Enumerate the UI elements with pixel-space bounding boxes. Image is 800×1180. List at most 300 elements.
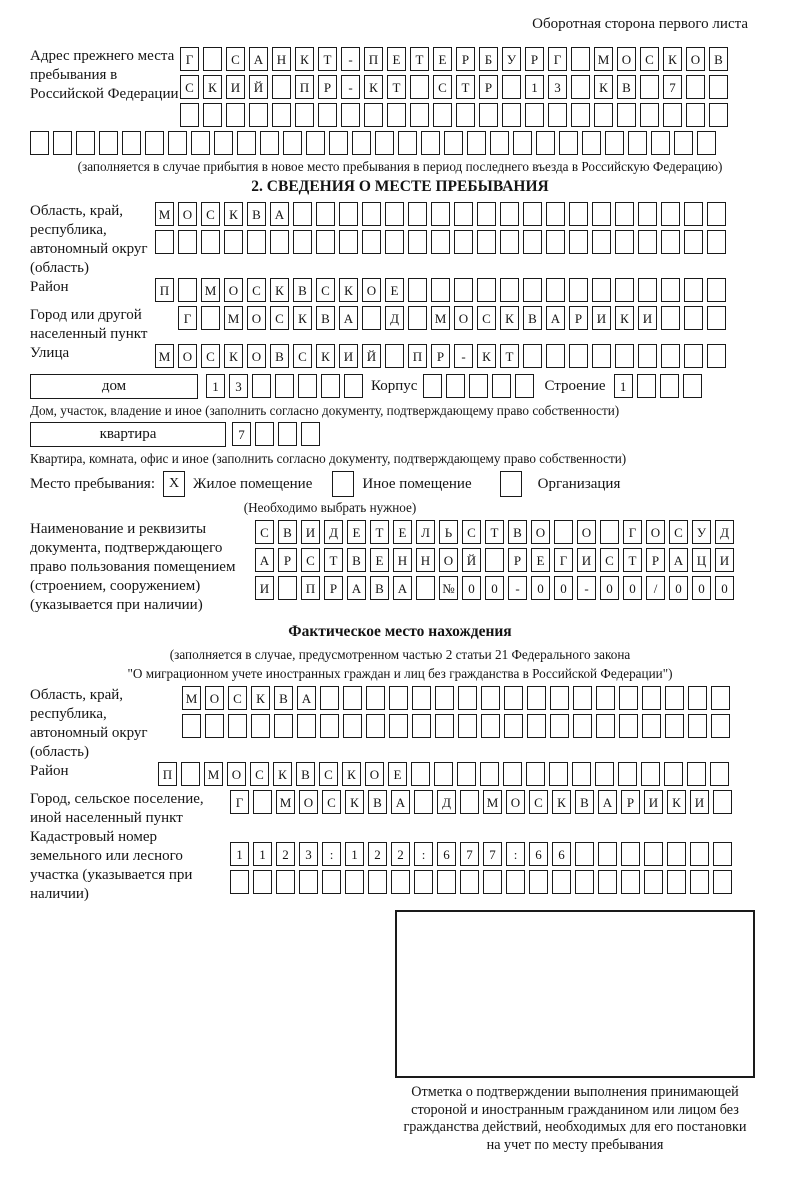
char-cell[interactable] — [458, 686, 477, 710]
char-cell[interactable]: Р — [278, 548, 297, 572]
char-cell[interactable] — [651, 131, 670, 155]
char-cell[interactable]: Д — [385, 306, 404, 330]
char-cell[interactable] — [411, 762, 430, 786]
char-cell[interactable] — [270, 230, 289, 254]
char-cell[interactable]: 3 — [229, 374, 248, 398]
char-cell[interactable]: В — [293, 278, 312, 302]
char-cell[interactable] — [690, 870, 709, 894]
char-cell[interactable] — [364, 103, 383, 127]
char-cell[interactable]: С — [250, 762, 269, 786]
char-cell[interactable]: О — [686, 47, 705, 71]
char-cell[interactable]: Р — [646, 548, 665, 572]
char-cell[interactable]: 1 — [230, 842, 249, 866]
char-cell[interactable] — [456, 103, 475, 127]
char-cell[interactable]: В — [296, 762, 315, 786]
char-cell[interactable]: А — [249, 47, 268, 71]
char-cell[interactable]: В — [316, 306, 335, 330]
char-cell[interactable] — [362, 202, 381, 226]
char-cell[interactable] — [711, 686, 730, 710]
char-cell[interactable]: Й — [249, 75, 268, 99]
char-cell[interactable] — [322, 870, 341, 894]
char-cell[interactable]: И — [339, 344, 358, 368]
char-cell[interactable] — [408, 230, 427, 254]
char-cell[interactable] — [446, 374, 465, 398]
char-cell[interactable] — [320, 686, 339, 710]
char-cell[interactable]: С — [316, 278, 335, 302]
char-cell[interactable] — [523, 278, 542, 302]
char-cell[interactable]: К — [251, 686, 270, 710]
char-cell[interactable] — [500, 202, 519, 226]
char-cell[interactable] — [480, 762, 499, 786]
char-cell[interactable] — [644, 870, 663, 894]
char-cell[interactable] — [251, 714, 270, 738]
char-cell[interactable] — [362, 306, 381, 330]
char-cell[interactable] — [214, 131, 233, 155]
char-cell[interactable] — [504, 714, 523, 738]
char-cell[interactable]: А — [270, 202, 289, 226]
char-cell[interactable] — [301, 422, 320, 446]
char-cell[interactable]: О — [362, 278, 381, 302]
char-cell[interactable] — [697, 131, 716, 155]
char-cell[interactable] — [661, 230, 680, 254]
char-cell[interactable] — [318, 103, 337, 127]
char-cell[interactable] — [684, 278, 703, 302]
char-cell[interactable]: К — [663, 47, 682, 71]
char-cell[interactable]: В — [575, 790, 594, 814]
char-cell[interactable]: Р — [508, 548, 527, 572]
char-cell[interactable]: В — [370, 576, 389, 600]
char-cell[interactable]: 2 — [276, 842, 295, 866]
char-cell[interactable] — [283, 131, 302, 155]
char-cell[interactable] — [571, 47, 590, 71]
char-cell[interactable]: С — [201, 344, 220, 368]
char-cell[interactable] — [316, 202, 335, 226]
char-cell[interactable] — [385, 202, 404, 226]
char-cell[interactable] — [485, 548, 504, 572]
char-cell[interactable] — [30, 131, 49, 155]
char-cell[interactable] — [454, 278, 473, 302]
char-cell[interactable]: 0 — [485, 576, 504, 600]
char-cell[interactable] — [408, 202, 427, 226]
char-cell[interactable]: С — [669, 520, 688, 544]
char-cell[interactable]: О — [617, 47, 636, 71]
char-cell[interactable] — [687, 762, 706, 786]
char-cell[interactable]: 1 — [206, 374, 225, 398]
char-cell[interactable]: Е — [385, 278, 404, 302]
char-cell[interactable]: К — [293, 306, 312, 330]
char-cell[interactable]: : — [414, 842, 433, 866]
char-cell[interactable] — [615, 230, 634, 254]
char-cell[interactable] — [550, 714, 569, 738]
char-cell[interactable]: К — [224, 202, 243, 226]
char-cell[interactable] — [707, 306, 726, 330]
char-cell[interactable] — [684, 306, 703, 330]
char-cell[interactable] — [352, 131, 371, 155]
char-cell[interactable] — [203, 47, 222, 71]
char-cell[interactable] — [661, 202, 680, 226]
char-cell[interactable] — [503, 762, 522, 786]
char-cell[interactable] — [628, 131, 647, 155]
char-cell[interactable]: О — [299, 790, 318, 814]
char-cell[interactable]: Е — [433, 47, 452, 71]
char-cell[interactable] — [191, 131, 210, 155]
char-cell[interactable]: С — [180, 75, 199, 99]
char-cell[interactable]: Р — [525, 47, 544, 71]
char-cell[interactable]: О — [247, 306, 266, 330]
char-cell[interactable]: П — [295, 75, 314, 99]
char-cell[interactable] — [481, 714, 500, 738]
char-cell[interactable]: 0 — [623, 576, 642, 600]
char-cell[interactable] — [297, 714, 316, 738]
char-cell[interactable] — [536, 131, 555, 155]
char-cell[interactable]: Е — [387, 47, 406, 71]
char-cell[interactable] — [122, 131, 141, 155]
char-cell[interactable]: В — [709, 47, 728, 71]
char-cell[interactable]: С — [640, 47, 659, 71]
char-cell[interactable] — [416, 576, 435, 600]
char-cell[interactable] — [329, 131, 348, 155]
char-cell[interactable] — [713, 870, 732, 894]
char-cell[interactable] — [711, 714, 730, 738]
char-cell[interactable] — [660, 374, 679, 398]
char-cell[interactable]: О — [178, 202, 197, 226]
char-cell[interactable] — [709, 103, 728, 127]
char-cell[interactable]: С — [462, 520, 481, 544]
char-cell[interactable] — [684, 230, 703, 254]
char-cell[interactable] — [513, 131, 532, 155]
char-cell[interactable] — [621, 870, 640, 894]
char-cell[interactable]: 0 — [600, 576, 619, 600]
char-cell[interactable] — [709, 75, 728, 99]
char-cell[interactable]: С — [293, 344, 312, 368]
char-cell[interactable] — [619, 686, 638, 710]
char-cell[interactable] — [155, 230, 174, 254]
char-cell[interactable] — [667, 870, 686, 894]
char-cell[interactable]: 3 — [548, 75, 567, 99]
char-cell[interactable] — [226, 103, 245, 127]
char-cell[interactable] — [600, 520, 619, 544]
char-cell[interactable]: О — [205, 686, 224, 710]
char-cell[interactable]: К — [342, 762, 361, 786]
char-cell[interactable] — [275, 374, 294, 398]
char-cell[interactable]: Д — [715, 520, 734, 544]
char-cell[interactable] — [203, 103, 222, 127]
char-cell[interactable] — [255, 422, 274, 446]
char-cell[interactable] — [293, 230, 312, 254]
char-cell[interactable] — [642, 714, 661, 738]
char-cell[interactable] — [345, 870, 364, 894]
char-cell[interactable] — [661, 278, 680, 302]
char-cell[interactable] — [598, 870, 617, 894]
char-cell[interactable]: 1 — [253, 842, 272, 866]
char-cell[interactable] — [596, 686, 615, 710]
char-cell[interactable]: И — [301, 520, 320, 544]
char-cell[interactable] — [663, 103, 682, 127]
char-cell[interactable] — [230, 870, 249, 894]
char-cell[interactable] — [527, 714, 546, 738]
char-cell[interactable] — [548, 103, 567, 127]
char-cell[interactable] — [707, 202, 726, 226]
char-cell[interactable]: К — [316, 344, 335, 368]
char-cell[interactable]: 0 — [531, 576, 550, 600]
char-cell[interactable]: И — [577, 548, 596, 572]
char-cell[interactable]: М — [594, 47, 613, 71]
char-cell[interactable] — [500, 278, 519, 302]
char-cell[interactable] — [592, 202, 611, 226]
char-cell[interactable] — [477, 230, 496, 254]
char-cell[interactable] — [272, 103, 291, 127]
char-cell[interactable] — [387, 103, 406, 127]
char-cell[interactable] — [615, 202, 634, 226]
char-cell[interactable]: К — [500, 306, 519, 330]
char-cell[interactable] — [515, 374, 534, 398]
char-cell[interactable]: И — [226, 75, 245, 99]
char-cell[interactable]: Р — [621, 790, 640, 814]
char-cell[interactable]: 1 — [525, 75, 544, 99]
char-cell[interactable] — [575, 870, 594, 894]
char-cell[interactable] — [298, 374, 317, 398]
checkbox-organization[interactable] — [500, 471, 522, 497]
char-cell[interactable]: 0 — [669, 576, 688, 600]
char-cell[interactable] — [683, 374, 702, 398]
char-cell[interactable]: О — [224, 278, 243, 302]
char-cell[interactable]: Р — [456, 47, 475, 71]
char-cell[interactable] — [571, 103, 590, 127]
char-cell[interactable] — [477, 202, 496, 226]
char-cell[interactable]: К — [270, 278, 289, 302]
char-cell[interactable] — [684, 202, 703, 226]
char-cell[interactable]: Т — [318, 47, 337, 71]
char-cell[interactable]: П — [158, 762, 177, 786]
char-cell[interactable] — [592, 278, 611, 302]
char-cell[interactable] — [592, 230, 611, 254]
char-cell[interactable] — [644, 842, 663, 866]
char-cell[interactable] — [398, 131, 417, 155]
char-cell[interactable]: П — [364, 47, 383, 71]
char-cell[interactable]: О — [646, 520, 665, 544]
char-cell[interactable] — [552, 870, 571, 894]
char-cell[interactable] — [295, 103, 314, 127]
char-cell[interactable] — [621, 842, 640, 866]
char-cell[interactable]: 0 — [692, 576, 711, 600]
char-cell[interactable]: В — [278, 520, 297, 544]
char-cell[interactable] — [431, 202, 450, 226]
char-cell[interactable] — [707, 278, 726, 302]
char-cell[interactable]: О — [178, 344, 197, 368]
char-cell[interactable] — [180, 103, 199, 127]
char-cell[interactable] — [549, 762, 568, 786]
char-cell[interactable] — [454, 230, 473, 254]
char-cell[interactable]: И — [715, 548, 734, 572]
char-cell[interactable] — [573, 714, 592, 738]
char-cell[interactable]: А — [347, 576, 366, 600]
char-cell[interactable] — [410, 75, 429, 99]
char-cell[interactable]: У — [692, 520, 711, 544]
char-cell[interactable] — [433, 103, 452, 127]
char-cell[interactable]: В — [368, 790, 387, 814]
char-cell[interactable] — [575, 842, 594, 866]
char-cell[interactable] — [252, 374, 271, 398]
char-cell[interactable]: 1 — [614, 374, 633, 398]
char-cell[interactable] — [253, 790, 272, 814]
char-cell[interactable] — [707, 344, 726, 368]
char-cell[interactable]: А — [255, 548, 274, 572]
char-cell[interactable] — [502, 103, 521, 127]
char-cell[interactable] — [181, 762, 200, 786]
char-cell[interactable]: Н — [393, 548, 412, 572]
char-cell[interactable] — [272, 75, 291, 99]
char-cell[interactable] — [637, 374, 656, 398]
char-cell[interactable] — [437, 870, 456, 894]
char-cell[interactable] — [414, 790, 433, 814]
char-cell[interactable] — [546, 344, 565, 368]
char-cell[interactable] — [638, 230, 657, 254]
char-cell[interactable] — [504, 686, 523, 710]
char-cell[interactable] — [278, 576, 297, 600]
char-cell[interactable]: Т — [623, 548, 642, 572]
char-cell[interactable]: С — [477, 306, 496, 330]
char-cell[interactable]: В — [347, 548, 366, 572]
char-cell[interactable] — [389, 714, 408, 738]
char-cell[interactable] — [529, 870, 548, 894]
char-cell[interactable] — [435, 686, 454, 710]
char-cell[interactable] — [502, 75, 521, 99]
char-cell[interactable]: С — [301, 548, 320, 572]
char-cell[interactable] — [168, 131, 187, 155]
char-cell[interactable]: О — [439, 548, 458, 572]
char-cell[interactable] — [674, 131, 693, 155]
char-cell[interactable]: С — [433, 75, 452, 99]
char-cell[interactable]: - — [577, 576, 596, 600]
char-cell[interactable]: Л — [416, 520, 435, 544]
char-cell[interactable]: С — [247, 278, 266, 302]
char-cell[interactable] — [278, 422, 297, 446]
char-cell[interactable] — [344, 374, 363, 398]
char-cell[interactable] — [688, 714, 707, 738]
char-cell[interactable]: О — [227, 762, 246, 786]
char-cell[interactable] — [178, 278, 197, 302]
char-cell[interactable] — [368, 870, 387, 894]
char-cell[interactable] — [638, 202, 657, 226]
char-cell[interactable]: Е — [531, 548, 550, 572]
char-cell[interactable] — [554, 520, 573, 544]
char-cell[interactable]: 2 — [391, 842, 410, 866]
char-cell[interactable] — [594, 103, 613, 127]
char-cell[interactable]: М — [201, 278, 220, 302]
char-cell[interactable] — [454, 202, 473, 226]
char-cell[interactable] — [638, 344, 657, 368]
char-cell[interactable]: А — [391, 790, 410, 814]
char-cell[interactable]: С — [201, 202, 220, 226]
char-cell[interactable]: 7 — [663, 75, 682, 99]
char-cell[interactable]: С — [226, 47, 245, 71]
char-cell[interactable]: : — [506, 842, 525, 866]
char-cell[interactable]: Й — [462, 548, 481, 572]
char-cell[interactable]: Т — [485, 520, 504, 544]
char-cell[interactable]: М — [483, 790, 502, 814]
char-cell[interactable]: Е — [393, 520, 412, 544]
char-cell[interactable]: С — [529, 790, 548, 814]
char-cell[interactable] — [638, 278, 657, 302]
char-cell[interactable] — [500, 230, 519, 254]
char-cell[interactable] — [412, 686, 431, 710]
char-cell[interactable]: С — [600, 548, 619, 572]
char-cell[interactable] — [640, 75, 659, 99]
char-cell[interactable]: В — [523, 306, 542, 330]
char-cell[interactable]: М — [276, 790, 295, 814]
char-cell[interactable] — [389, 686, 408, 710]
char-cell[interactable] — [412, 714, 431, 738]
char-cell[interactable] — [385, 344, 404, 368]
char-cell[interactable] — [525, 103, 544, 127]
char-cell[interactable] — [362, 230, 381, 254]
char-cell[interactable] — [582, 131, 601, 155]
char-cell[interactable]: Г — [230, 790, 249, 814]
char-cell[interactable] — [688, 686, 707, 710]
char-cell[interactable]: Р — [318, 75, 337, 99]
char-cell[interactable] — [595, 762, 614, 786]
char-cell[interactable]: Д — [324, 520, 343, 544]
char-cell[interactable] — [569, 202, 588, 226]
char-cell[interactable] — [661, 344, 680, 368]
char-cell[interactable] — [559, 131, 578, 155]
char-cell[interactable]: Н — [416, 548, 435, 572]
char-cell[interactable] — [592, 344, 611, 368]
char-cell[interactable]: 3 — [299, 842, 318, 866]
char-cell[interactable] — [339, 202, 358, 226]
char-cell[interactable]: - — [454, 344, 473, 368]
char-cell[interactable]: И — [638, 306, 657, 330]
char-cell[interactable] — [414, 870, 433, 894]
char-cell[interactable] — [569, 230, 588, 254]
char-cell[interactable] — [479, 103, 498, 127]
char-cell[interactable] — [615, 278, 634, 302]
char-cell[interactable]: А — [339, 306, 358, 330]
char-cell[interactable]: 0 — [462, 576, 481, 600]
char-cell[interactable] — [341, 103, 360, 127]
char-cell[interactable] — [571, 75, 590, 99]
char-cell[interactable] — [431, 278, 450, 302]
char-cell[interactable]: Г — [180, 47, 199, 71]
char-cell[interactable] — [460, 790, 479, 814]
char-cell[interactable]: Н — [272, 47, 291, 71]
char-cell[interactable] — [569, 344, 588, 368]
char-cell[interactable] — [605, 131, 624, 155]
char-cell[interactable] — [145, 131, 164, 155]
char-cell[interactable]: М — [224, 306, 243, 330]
char-cell[interactable] — [598, 842, 617, 866]
char-cell[interactable]: Г — [623, 520, 642, 544]
char-cell[interactable]: М — [182, 686, 201, 710]
char-cell[interactable]: Ь — [439, 520, 458, 544]
char-cell[interactable]: А — [297, 686, 316, 710]
char-cell[interactable]: Т — [387, 75, 406, 99]
char-cell[interactable]: Г — [554, 548, 573, 572]
char-cell[interactable]: М — [155, 202, 174, 226]
char-cell[interactable] — [710, 762, 729, 786]
char-cell[interactable] — [237, 131, 256, 155]
char-cell[interactable] — [523, 230, 542, 254]
char-cell[interactable]: Т — [324, 548, 343, 572]
char-cell[interactable] — [572, 762, 591, 786]
char-cell[interactable]: И — [592, 306, 611, 330]
char-cell[interactable]: К — [203, 75, 222, 99]
char-cell[interactable] — [640, 103, 659, 127]
char-cell[interactable]: Е — [370, 548, 389, 572]
char-cell[interactable] — [707, 230, 726, 254]
char-cell[interactable]: М — [155, 344, 174, 368]
char-cell[interactable] — [339, 230, 358, 254]
